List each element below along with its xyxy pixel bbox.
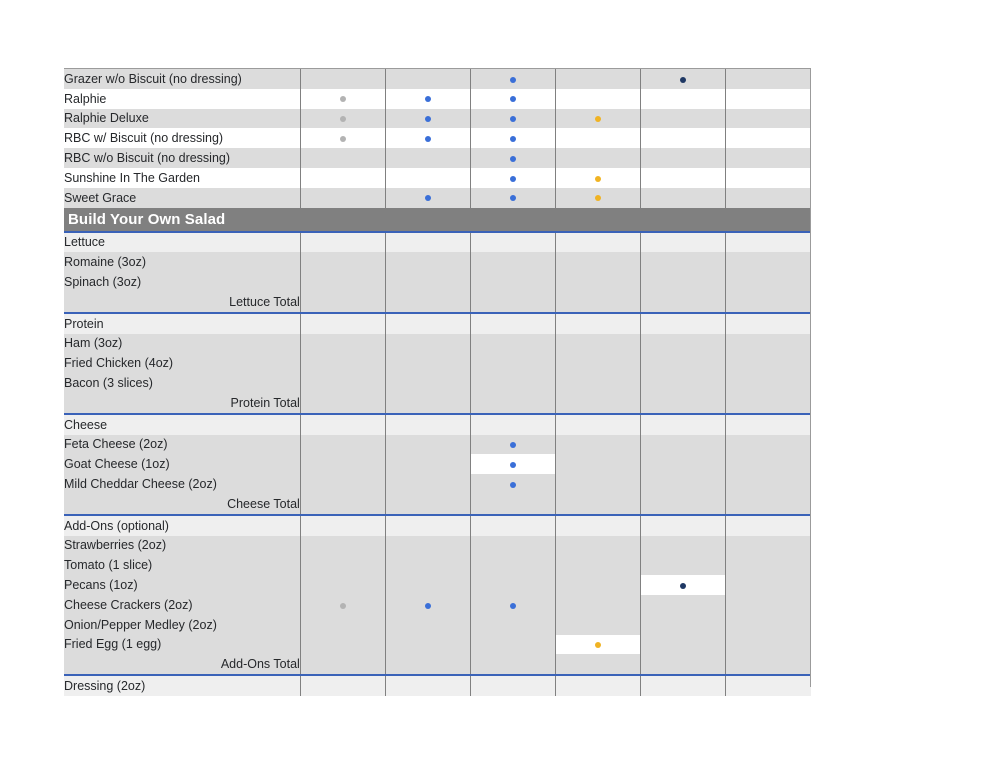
data-cell[interactable]	[385, 536, 470, 556]
table-row	[64, 128, 811, 148]
data-cell[interactable]	[300, 595, 385, 615]
data-cell[interactable]	[556, 654, 641, 675]
table-row	[64, 109, 811, 129]
data-cell[interactable]	[300, 454, 385, 474]
data-cell[interactable]	[385, 635, 470, 655]
data-cell[interactable]	[641, 575, 726, 595]
data-cell[interactable]	[641, 414, 726, 435]
data-cell[interactable]	[726, 148, 811, 168]
data-cell[interactable]	[556, 474, 641, 494]
marker-dot-blue-icon	[510, 156, 516, 162]
table-row	[64, 615, 811, 635]
data-cell[interactable]	[471, 393, 556, 414]
data-cell[interactable]	[300, 536, 385, 556]
data-cell[interactable]	[556, 595, 641, 615]
row-label: Tomato (1 slice)	[64, 555, 300, 575]
row-label: Fried Egg (1 egg)	[64, 635, 300, 655]
data-cell[interactable]	[556, 353, 641, 373]
data-cell[interactable]	[726, 654, 811, 675]
data-cell[interactable]	[471, 69, 556, 89]
row-label: Ham (3oz)	[64, 334, 300, 354]
data-cell[interactable]	[471, 555, 556, 575]
table-row	[64, 435, 811, 455]
marker-dot-blue-icon	[510, 195, 516, 201]
data-cell[interactable]	[385, 168, 470, 188]
row-label: Fried Chicken (4oz)	[64, 353, 300, 373]
data-cell[interactable]	[300, 575, 385, 595]
data-cell[interactable]	[385, 148, 470, 168]
data-cell[interactable]	[300, 515, 385, 536]
marker-dot-blue-icon	[510, 462, 516, 468]
data-cell[interactable]	[300, 555, 385, 575]
row-label: Protein Total	[64, 393, 300, 414]
row-label: RBC w/o Biscuit (no dressing)	[64, 148, 300, 168]
data-cell[interactable]	[556, 615, 641, 635]
marker-dot-blue-icon	[425, 603, 431, 609]
data-cell[interactable]	[641, 128, 726, 148]
data-cell[interactable]	[726, 474, 811, 494]
row-label: Goat Cheese (1oz)	[64, 454, 300, 474]
data-cell[interactable]	[385, 232, 470, 253]
data-cell[interactable]	[556, 515, 641, 536]
data-cell[interactable]	[726, 435, 811, 455]
data-cell[interactable]	[726, 555, 811, 575]
data-cell[interactable]	[726, 373, 811, 393]
marker-dot-blue-icon	[510, 136, 516, 142]
data-cell[interactable]	[471, 575, 556, 595]
row-label: Sunshine In The Garden	[64, 168, 300, 188]
data-cell[interactable]	[556, 334, 641, 354]
data-cell[interactable]	[471, 353, 556, 373]
data-cell[interactable]	[300, 494, 385, 515]
data-cell[interactable]	[556, 148, 641, 168]
row-label: Ralphie Deluxe	[64, 109, 300, 129]
data-cell[interactable]	[556, 188, 641, 208]
data-cell[interactable]	[471, 188, 556, 208]
marker-dot-grey-icon	[340, 116, 346, 122]
table-row	[64, 353, 811, 373]
data-cell[interactable]	[385, 373, 470, 393]
data-cell[interactable]	[641, 188, 726, 208]
data-cell[interactable]	[641, 654, 726, 675]
row-label: Sweet Grace	[64, 188, 300, 208]
marker-dot-gold-icon	[595, 642, 601, 648]
data-cell[interactable]	[300, 292, 385, 313]
data-cell[interactable]	[726, 89, 811, 109]
data-cell[interactable]	[556, 575, 641, 595]
marker-dot-blue-icon	[425, 116, 431, 122]
data-cell[interactable]	[641, 615, 726, 635]
data-cell[interactable]	[471, 635, 556, 655]
marker-dot-blue-icon	[510, 442, 516, 448]
table-row	[64, 454, 811, 474]
data-cell[interactable]	[641, 148, 726, 168]
marker-dot-grey-icon	[340, 96, 346, 102]
data-cell[interactable]	[385, 595, 470, 615]
data-cell[interactable]	[385, 272, 470, 292]
row-label: Spinach (3oz)	[64, 272, 300, 292]
data-cell[interactable]	[471, 454, 556, 474]
marker-dot-gold-icon	[595, 116, 601, 122]
table-row	[64, 188, 811, 208]
data-cell[interactable]	[300, 188, 385, 208]
total-row	[64, 654, 811, 675]
row-label: Pecans (1oz)	[64, 575, 300, 595]
row-label: Onion/Pepper Medley (2oz)	[64, 615, 300, 635]
data-cell[interactable]	[726, 334, 811, 354]
data-cell[interactable]	[726, 635, 811, 655]
marker-dot-grey-icon	[340, 136, 346, 142]
group-header-row	[64, 313, 811, 334]
data-cell[interactable]	[556, 109, 641, 129]
section-header-row	[64, 208, 811, 232]
data-cell[interactable]	[385, 334, 470, 354]
row-label: Cheese Total	[64, 494, 300, 515]
data-cell[interactable]	[556, 675, 641, 696]
data-cell[interactable]	[471, 373, 556, 393]
data-cell[interactable]	[556, 128, 641, 148]
data-cell[interactable]	[385, 615, 470, 635]
table-row	[64, 595, 811, 615]
data-cell[interactable]	[726, 128, 811, 148]
data-cell[interactable]	[300, 654, 385, 675]
data-cell[interactable]	[385, 353, 470, 373]
data-cell[interactable]	[641, 435, 726, 455]
data-cell[interactable]	[726, 313, 811, 334]
table-row	[64, 334, 811, 354]
data-cell[interactable]	[726, 414, 811, 435]
data-cell[interactable]	[726, 188, 811, 208]
row-label: Cheese Crackers (2oz)	[64, 595, 300, 615]
data-cell[interactable]	[556, 393, 641, 414]
data-cell[interactable]	[471, 313, 556, 334]
data-cell[interactable]	[471, 494, 556, 515]
data-cell[interactable]	[726, 69, 811, 89]
data-cell[interactable]	[556, 252, 641, 272]
marker-dot-blue-icon	[425, 195, 431, 201]
data-cell[interactable]	[385, 555, 470, 575]
data-cell[interactable]	[300, 635, 385, 655]
data-cell[interactable]	[471, 474, 556, 494]
row-label: Strawberries (2oz)	[64, 536, 300, 556]
marker-dot-blue-icon	[510, 96, 516, 102]
group-header-row	[64, 414, 811, 435]
data-cell[interactable]	[726, 515, 811, 536]
data-cell[interactable]	[641, 292, 726, 313]
data-cell[interactable]	[471, 615, 556, 635]
data-cell[interactable]	[300, 313, 385, 334]
data-cell[interactable]	[641, 515, 726, 536]
table-row	[64, 373, 811, 393]
data-cell[interactable]	[641, 252, 726, 272]
data-cell[interactable]	[300, 353, 385, 373]
data-cell[interactable]	[300, 414, 385, 435]
table-row	[64, 252, 811, 272]
data-cell[interactable]	[385, 89, 470, 109]
row-label: Grazer w/o Biscuit (no dressing)	[64, 69, 300, 89]
data-cell[interactable]	[726, 168, 811, 188]
data-cell[interactable]	[556, 168, 641, 188]
marker-dot-blue-icon	[510, 603, 516, 609]
table-row	[64, 148, 811, 168]
data-cell[interactable]	[300, 128, 385, 148]
data-cell[interactable]	[556, 292, 641, 313]
data-cell[interactable]	[471, 232, 556, 253]
data-cell[interactable]	[300, 252, 385, 272]
data-cell[interactable]	[471, 272, 556, 292]
data-cell[interactable]	[641, 353, 726, 373]
data-cell[interactable]	[385, 69, 470, 89]
data-cell[interactable]	[300, 148, 385, 168]
data-cell[interactable]	[385, 435, 470, 455]
table-row	[64, 536, 811, 556]
data-cell[interactable]	[641, 675, 726, 696]
data-cell[interactable]	[641, 168, 726, 188]
row-label: Protein	[64, 313, 300, 334]
nutrition-grid	[64, 68, 811, 696]
marker-dot-blue-icon	[425, 136, 431, 142]
table-row	[64, 168, 811, 188]
data-cell[interactable]	[726, 615, 811, 635]
data-cell[interactable]	[556, 635, 641, 655]
data-cell[interactable]	[641, 393, 726, 414]
data-cell[interactable]	[641, 334, 726, 354]
total-row	[64, 494, 811, 515]
row-label: Bacon (3 slices)	[64, 373, 300, 393]
data-cell[interactable]	[726, 595, 811, 615]
data-cell[interactable]	[556, 373, 641, 393]
data-cell[interactable]	[556, 89, 641, 109]
data-cell[interactable]	[471, 515, 556, 536]
table-row	[64, 575, 811, 595]
data-cell[interactable]	[556, 494, 641, 515]
data-cell[interactable]	[471, 109, 556, 129]
data-cell[interactable]	[641, 313, 726, 334]
data-cell[interactable]	[471, 168, 556, 188]
data-cell[interactable]	[385, 675, 470, 696]
data-cell[interactable]	[641, 454, 726, 474]
data-cell[interactable]	[641, 232, 726, 253]
data-cell[interactable]	[385, 654, 470, 675]
data-cell[interactable]	[556, 435, 641, 455]
row-label: Cheese	[64, 414, 300, 435]
data-cell[interactable]	[641, 595, 726, 615]
row-label: Feta Cheese (2oz)	[64, 435, 300, 455]
data-cell[interactable]	[726, 272, 811, 292]
data-cell[interactable]	[300, 474, 385, 494]
data-cell[interactable]	[641, 69, 726, 89]
data-cell[interactable]	[300, 89, 385, 109]
grid-body	[64, 69, 811, 696]
table-row	[64, 635, 811, 655]
data-cell[interactable]	[471, 654, 556, 675]
data-cell[interactable]	[726, 353, 811, 373]
total-row	[64, 292, 811, 313]
data-cell[interactable]	[385, 393, 470, 414]
data-cell[interactable]	[556, 414, 641, 435]
data-cell[interactable]	[556, 454, 641, 474]
data-cell[interactable]	[641, 89, 726, 109]
data-cell[interactable]	[641, 635, 726, 655]
data-cell[interactable]	[300, 615, 385, 635]
data-cell[interactable]	[726, 575, 811, 595]
data-cell[interactable]	[471, 334, 556, 354]
row-label: Add-Ons (optional)	[64, 515, 300, 536]
table-row	[64, 474, 811, 494]
data-cell[interactable]	[300, 393, 385, 414]
data-cell[interactable]	[385, 474, 470, 494]
marker-dot-blue-icon	[510, 77, 516, 83]
marker-dot-blue-icon	[425, 96, 431, 102]
marker-dot-gold-icon	[595, 176, 601, 182]
data-cell[interactable]	[385, 575, 470, 595]
data-cell[interactable]	[556, 272, 641, 292]
data-cell[interactable]	[385, 109, 470, 129]
data-cell[interactable]	[300, 168, 385, 188]
data-cell[interactable]	[556, 555, 641, 575]
row-label: Lettuce Total	[64, 292, 300, 313]
data-cell[interactable]	[726, 109, 811, 129]
row-label: Ralphie	[64, 89, 300, 109]
marker-dot-blue-icon	[510, 482, 516, 488]
data-cell[interactable]	[556, 232, 641, 253]
row-label: RBC w/ Biscuit (no dressing)	[64, 128, 300, 148]
total-row	[64, 393, 811, 414]
data-cell[interactable]	[471, 536, 556, 556]
data-cell[interactable]	[556, 536, 641, 556]
data-cell[interactable]	[471, 675, 556, 696]
data-cell[interactable]	[641, 536, 726, 556]
data-cell[interactable]	[556, 313, 641, 334]
table-row	[64, 89, 811, 109]
data-cell[interactable]	[300, 232, 385, 253]
section-header-label: Build Your Own Salad	[64, 208, 811, 232]
marker-dot-grey-icon	[340, 603, 346, 609]
data-cell[interactable]	[641, 272, 726, 292]
data-cell[interactable]	[726, 675, 811, 696]
data-cell[interactable]	[726, 454, 811, 474]
marker-dot-blue-icon	[510, 116, 516, 122]
data-cell[interactable]	[300, 69, 385, 89]
row-label: Mild Cheddar Cheese (2oz)	[64, 474, 300, 494]
data-cell[interactable]	[471, 252, 556, 272]
data-cell[interactable]	[300, 435, 385, 455]
data-cell[interactable]	[641, 494, 726, 515]
group-header-row	[64, 675, 811, 696]
data-cell[interactable]	[726, 494, 811, 515]
data-cell[interactable]	[726, 393, 811, 414]
group-header-row	[64, 232, 811, 253]
data-cell[interactable]	[471, 148, 556, 168]
data-cell[interactable]	[300, 109, 385, 129]
marker-dot-navy-icon	[680, 77, 686, 83]
data-cell[interactable]	[556, 69, 641, 89]
row-label: Add-Ons Total	[64, 654, 300, 675]
data-cell[interactable]	[641, 555, 726, 575]
data-cell[interactable]	[385, 252, 470, 272]
data-cell[interactable]	[471, 435, 556, 455]
data-cell[interactable]	[726, 536, 811, 556]
data-cell[interactable]	[726, 292, 811, 313]
row-label: Romaine (3oz)	[64, 252, 300, 272]
table-row	[64, 555, 811, 575]
data-cell[interactable]	[726, 252, 811, 272]
sheet-right-edge	[810, 68, 811, 687]
table-row	[64, 69, 811, 89]
table-row	[64, 272, 811, 292]
data-cell[interactable]	[385, 128, 470, 148]
data-cell[interactable]	[300, 272, 385, 292]
data-cell[interactable]	[471, 128, 556, 148]
data-cell[interactable]	[641, 373, 726, 393]
data-cell[interactable]	[471, 292, 556, 313]
data-cell[interactable]	[385, 292, 470, 313]
data-cell[interactable]	[385, 313, 470, 334]
data-cell[interactable]	[385, 494, 470, 515]
row-label: Dressing (2oz)	[64, 675, 300, 696]
data-cell[interactable]	[385, 414, 470, 435]
group-header-row	[64, 515, 811, 536]
data-cell[interactable]	[300, 373, 385, 393]
data-cell[interactable]	[641, 109, 726, 129]
marker-dot-navy-icon	[680, 583, 686, 589]
data-cell[interactable]	[385, 188, 470, 208]
data-cell[interactable]	[726, 232, 811, 253]
data-cell[interactable]	[300, 334, 385, 354]
row-label: Lettuce	[64, 232, 300, 253]
data-cell[interactable]	[385, 515, 470, 536]
data-cell[interactable]	[385, 454, 470, 474]
data-cell[interactable]	[300, 675, 385, 696]
marker-dot-gold-icon	[595, 195, 601, 201]
marker-dot-blue-icon	[510, 176, 516, 182]
data-cell[interactable]	[471, 414, 556, 435]
data-cell[interactable]	[641, 474, 726, 494]
data-cell[interactable]	[471, 89, 556, 109]
data-cell[interactable]	[471, 595, 556, 615]
